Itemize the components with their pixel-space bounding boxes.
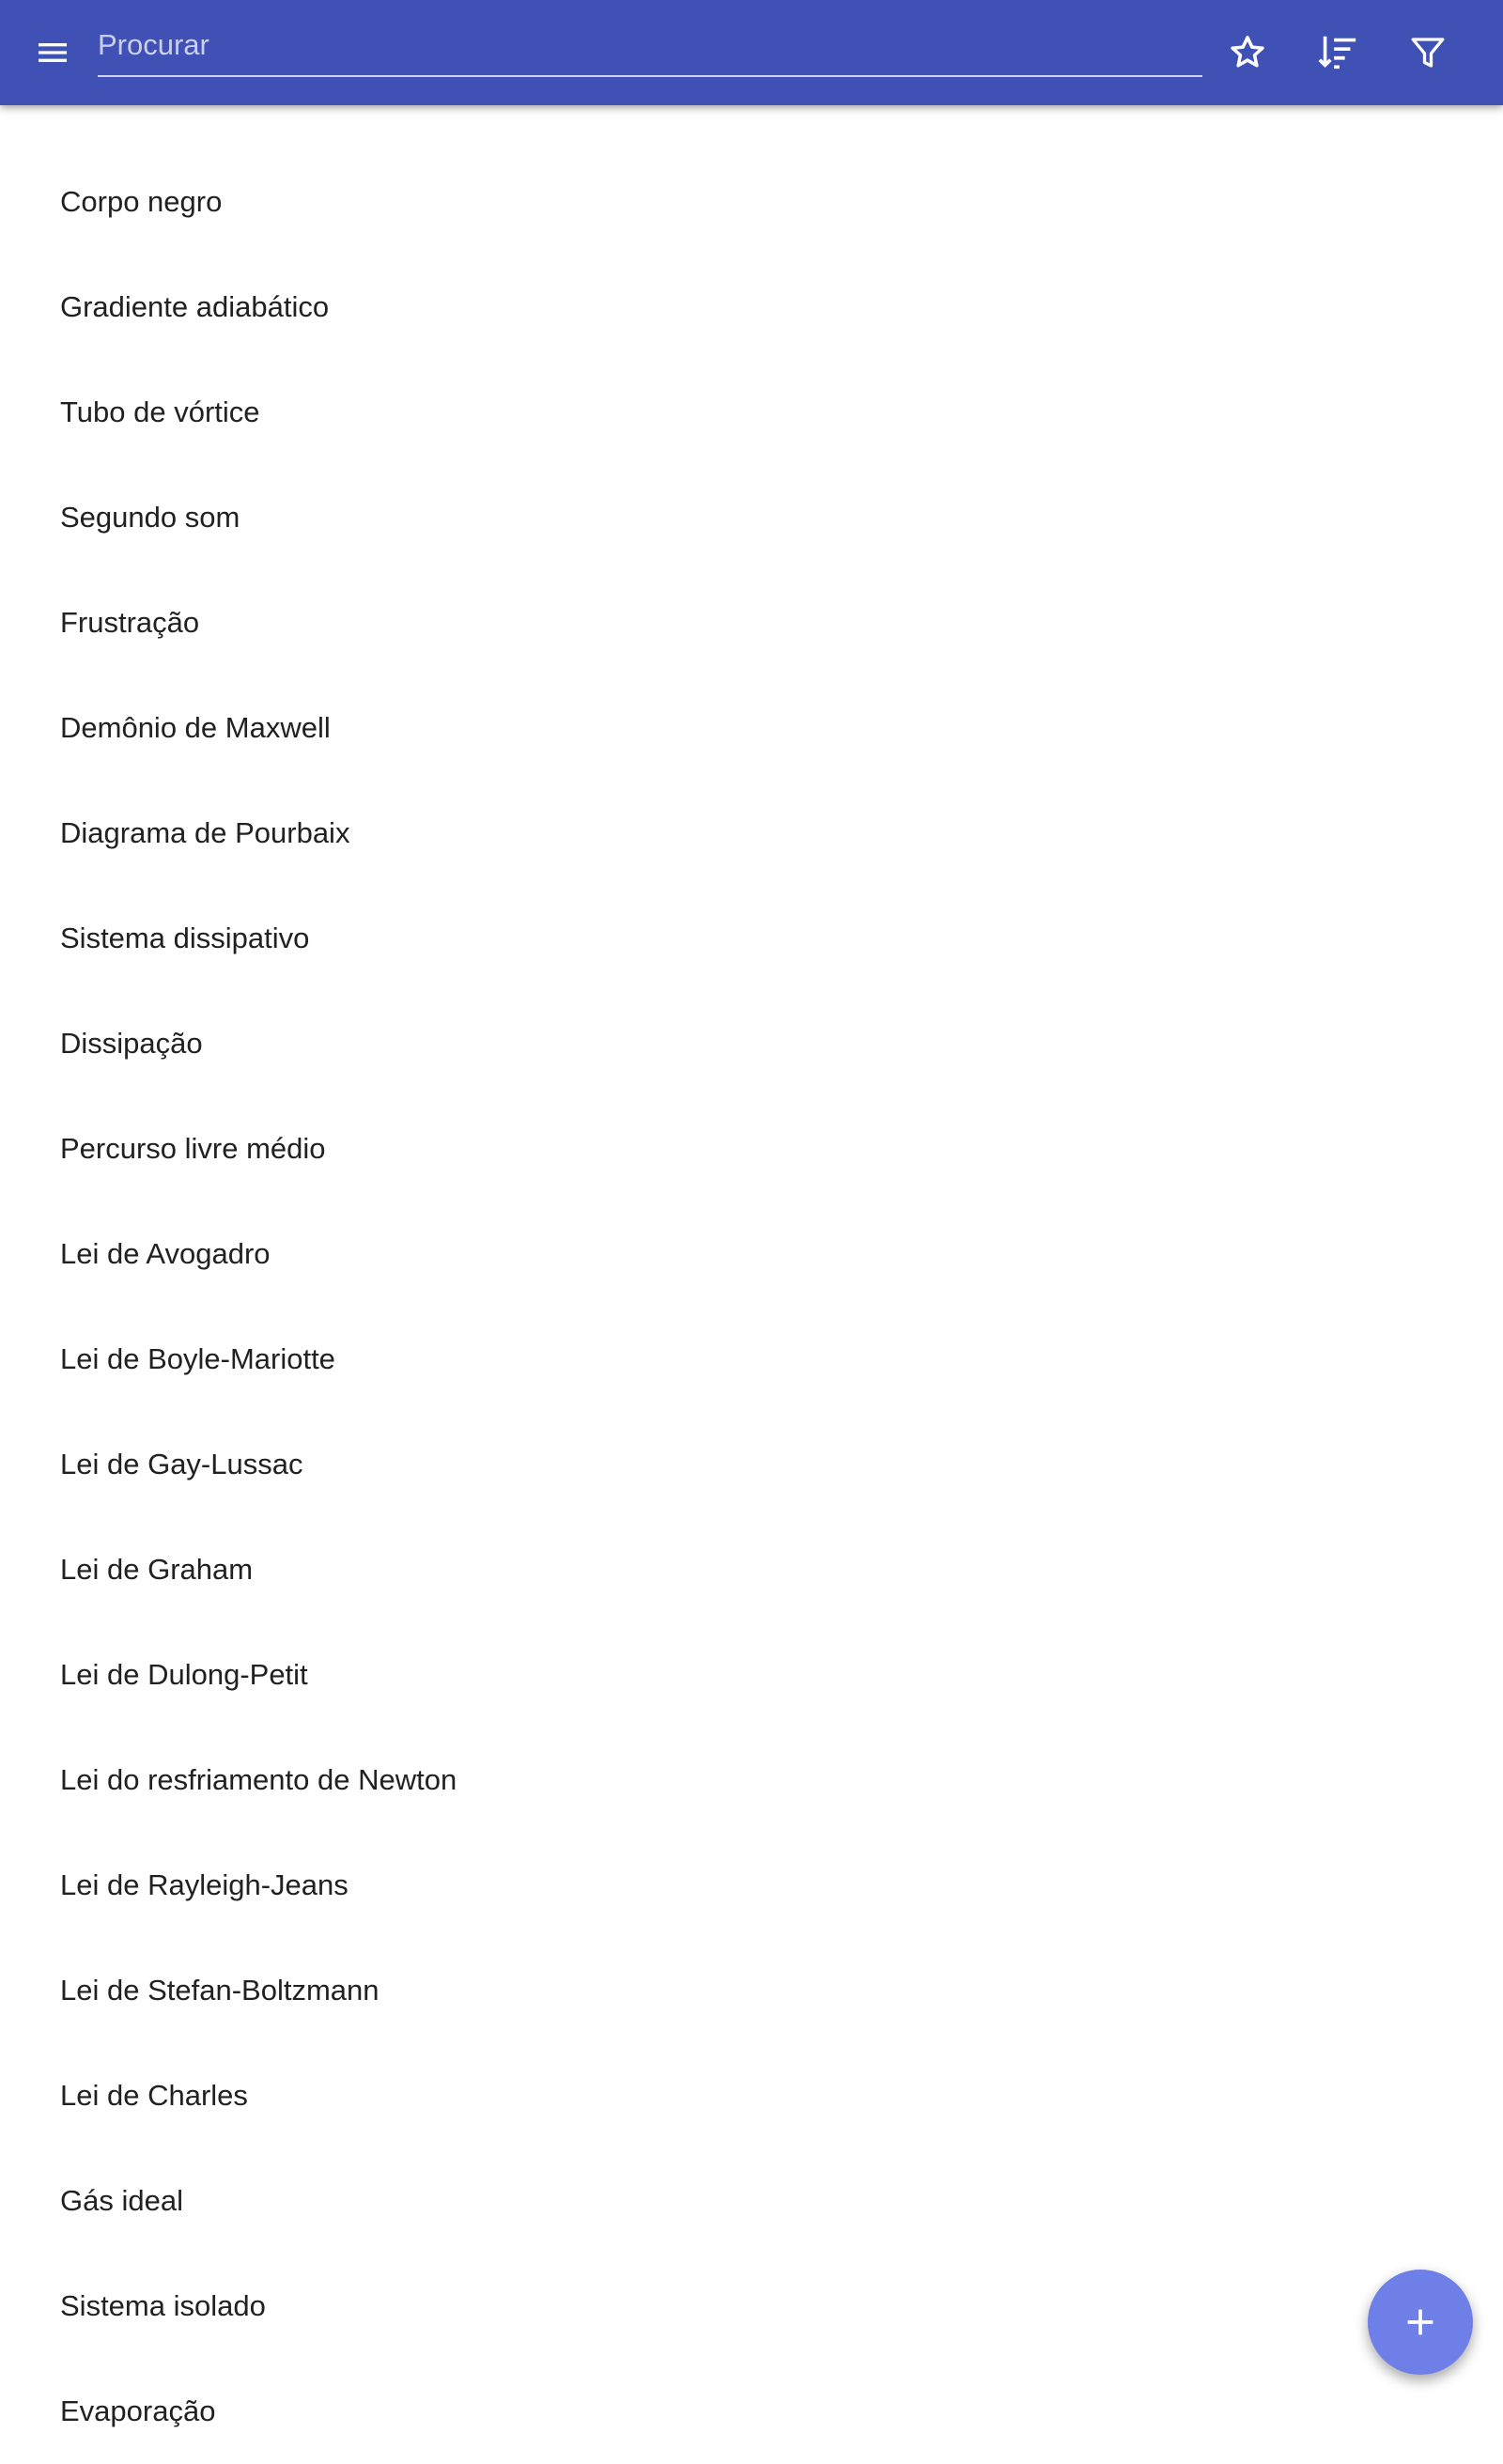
sort-button[interactable]	[1304, 23, 1371, 83]
search-field	[98, 17, 1202, 77]
list-item-label: Lei de Avogadro	[60, 1237, 271, 1270]
list-item[interactable]	[0, 465, 1503, 570]
list-item[interactable]	[0, 149, 1503, 255]
list-item[interactable]	[0, 2254, 1503, 2359]
filter-button[interactable]	[1394, 23, 1462, 83]
list-item-label: Lei de Rayleigh-Jeans	[60, 1868, 349, 1901]
list-item-label: Gradiente adiabático	[60, 290, 330, 323]
list-item-label: Evaporação	[60, 2394, 216, 2427]
list-item-label: Lei de Dulong-Petit	[60, 1658, 308, 1691]
list-item-label: Corpo negro	[60, 185, 223, 218]
app-bar	[0, 0, 1503, 105]
list-item-label: Sistema dissipativo	[60, 922, 310, 954]
list-item-label: Diagrama de Pourbaix	[60, 816, 350, 849]
filter-icon	[1408, 33, 1448, 72]
list-item-label: Gás ideal	[60, 2184, 183, 2217]
hamburger-menu-icon	[34, 34, 71, 71]
list-item-label: Demônio de Maxwell	[60, 711, 331, 744]
list-item-label: Lei de Stefan-Boltzmann	[60, 1974, 380, 2007]
list-item[interactable]	[0, 1938, 1503, 2043]
list-item[interactable]	[0, 1201, 1503, 1307]
list-item[interactable]	[0, 1728, 1503, 1833]
list-item[interactable]	[0, 675, 1503, 781]
list-item[interactable]	[0, 2359, 1503, 2464]
list-item[interactable]	[0, 1412, 1503, 1517]
list-item-label: Lei de Graham	[60, 1553, 254, 1586]
add-button[interactable]	[1368, 2270, 1473, 2375]
list-item-label: Segundo som	[60, 501, 240, 534]
star-outline-icon	[1227, 32, 1268, 73]
list-item[interactable]	[0, 1307, 1503, 1412]
list-item[interactable]	[0, 2148, 1503, 2254]
list-item[interactable]	[0, 781, 1503, 886]
menu-button[interactable]	[23, 23, 83, 83]
list-item-label: Tubo de vórtice	[60, 395, 260, 428]
list-item-label: Dissipação	[60, 1027, 203, 1060]
sort-icon	[1316, 31, 1359, 74]
list-item-label: Percurso livre médio	[60, 1132, 326, 1165]
list-item-label: Sistema isolado	[60, 2289, 266, 2322]
list-item-label: Lei de Boyle-Mariotte	[60, 1342, 335, 1375]
list-item[interactable]	[0, 255, 1503, 360]
list-item-label: Frustração	[60, 606, 200, 639]
plus-icon	[1402, 2303, 1439, 2341]
list-item[interactable]	[0, 886, 1503, 991]
list-item-label: Lei do resfriamento de Newton	[60, 1763, 457, 1796]
list-item-label: Lei de Gay-Lussac	[60, 1448, 303, 1480]
list-item[interactable]	[0, 2043, 1503, 2148]
list-item[interactable]	[0, 1833, 1503, 1938]
list-item[interactable]	[0, 570, 1503, 675]
list-item[interactable]	[0, 360, 1503, 465]
search-input[interactable]	[98, 17, 1202, 73]
list-item[interactable]	[0, 991, 1503, 1096]
favorites-button[interactable]	[1214, 23, 1281, 83]
list-item-label: Lei de Charles	[60, 2079, 248, 2112]
terms-list	[0, 105, 1503, 2427]
list-item[interactable]	[0, 1622, 1503, 1728]
list-item[interactable]	[0, 1096, 1503, 1201]
list-item[interactable]	[0, 1517, 1503, 1622]
